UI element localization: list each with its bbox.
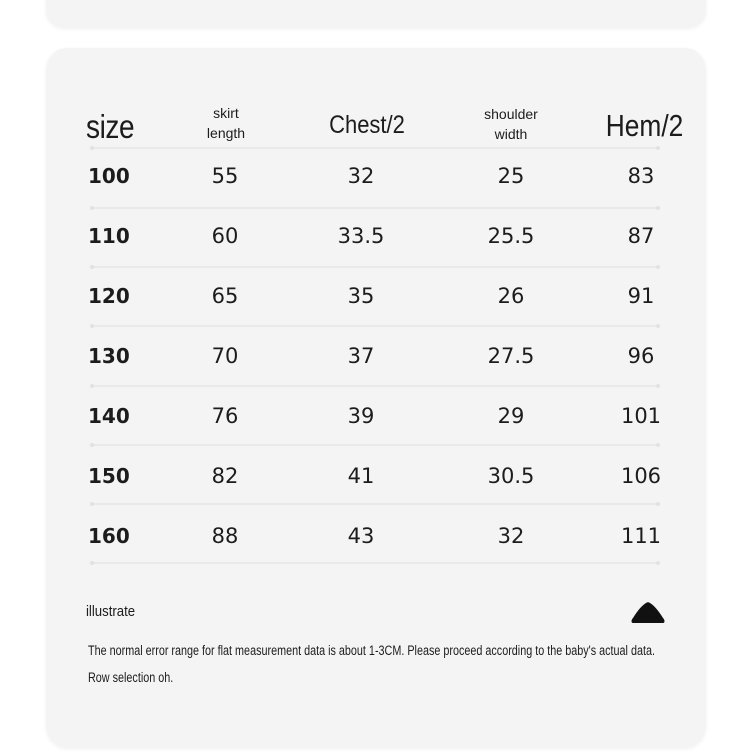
cell-chest: 37	[347, 344, 375, 368]
cell-hem: 87	[627, 224, 655, 248]
table-divider	[90, 207, 660, 209]
cell-skirt-length: 88	[211, 524, 239, 548]
header-chest: Chest/2	[329, 111, 405, 139]
cell-hem: 111	[620, 524, 662, 548]
notes-line-2: Row selection oh.	[88, 670, 174, 685]
cell-shoulder-width: 30.5	[487, 464, 535, 488]
cell-shoulder-width: 32	[497, 524, 525, 548]
cell-size: 100	[88, 164, 130, 188]
cell-chest: 32	[347, 164, 375, 188]
cell-hem: 91	[627, 284, 655, 308]
header-skirt-length-line2: length	[206, 125, 246, 141]
cell-skirt-length: 76	[211, 404, 239, 428]
cell-hem: 106	[620, 464, 662, 488]
header-shoulder-width	[476, 104, 546, 144]
table-divider	[90, 147, 660, 149]
header-skirt-length	[196, 103, 256, 143]
cell-size: 150	[88, 464, 130, 488]
cell-chest: 33.5	[337, 224, 385, 248]
notes-title: illustrate	[86, 603, 136, 620]
cell-skirt-length: 65	[211, 284, 239, 308]
cell-skirt-length: 60	[211, 224, 239, 248]
notes-line-1: The normal error range for flat measurement data is about 1-3CM. Please proceed according to the baby's actual data.	[88, 643, 655, 658]
cell-chest: 39	[347, 404, 375, 428]
table-divider	[90, 562, 660, 564]
cell-shoulder-width: 27.5	[487, 344, 535, 368]
top-card	[46, 0, 706, 28]
cell-size: 140	[88, 404, 130, 428]
cell-size: 130	[88, 344, 130, 368]
table-divider	[90, 385, 660, 387]
cell-hem: 83	[627, 164, 655, 188]
cell-skirt-length: 55	[211, 164, 239, 188]
header-shoulder-width-line1: shoulder	[484, 106, 538, 122]
header-size: size	[86, 108, 135, 145]
cell-skirt-length: 70	[211, 344, 239, 368]
table-divider	[90, 325, 660, 327]
cell-chest: 43	[347, 524, 375, 548]
cell-size: 110	[88, 224, 130, 248]
cell-hem: 96	[627, 344, 655, 368]
cell-shoulder-width: 25	[497, 164, 525, 188]
cell-skirt-length: 82	[211, 464, 239, 488]
cell-shoulder-width: 25.5	[487, 224, 535, 248]
header-shoulder-width-line2: width	[494, 126, 528, 142]
cell-shoulder-width: 29	[497, 404, 525, 428]
cell-hem: 101	[620, 404, 662, 428]
table-divider	[90, 503, 660, 505]
cell-size: 160	[88, 524, 130, 548]
table-divider	[90, 266, 660, 268]
cell-chest: 35	[347, 284, 375, 308]
cell-shoulder-width: 26	[497, 284, 525, 308]
cell-chest: 41	[347, 464, 375, 488]
cell-size: 120	[88, 284, 130, 308]
table-divider	[90, 444, 660, 446]
header-skirt-length-line1: skirt	[213, 105, 239, 121]
cloud-icon	[631, 601, 665, 625]
header-hem: Hem/2	[605, 108, 684, 143]
